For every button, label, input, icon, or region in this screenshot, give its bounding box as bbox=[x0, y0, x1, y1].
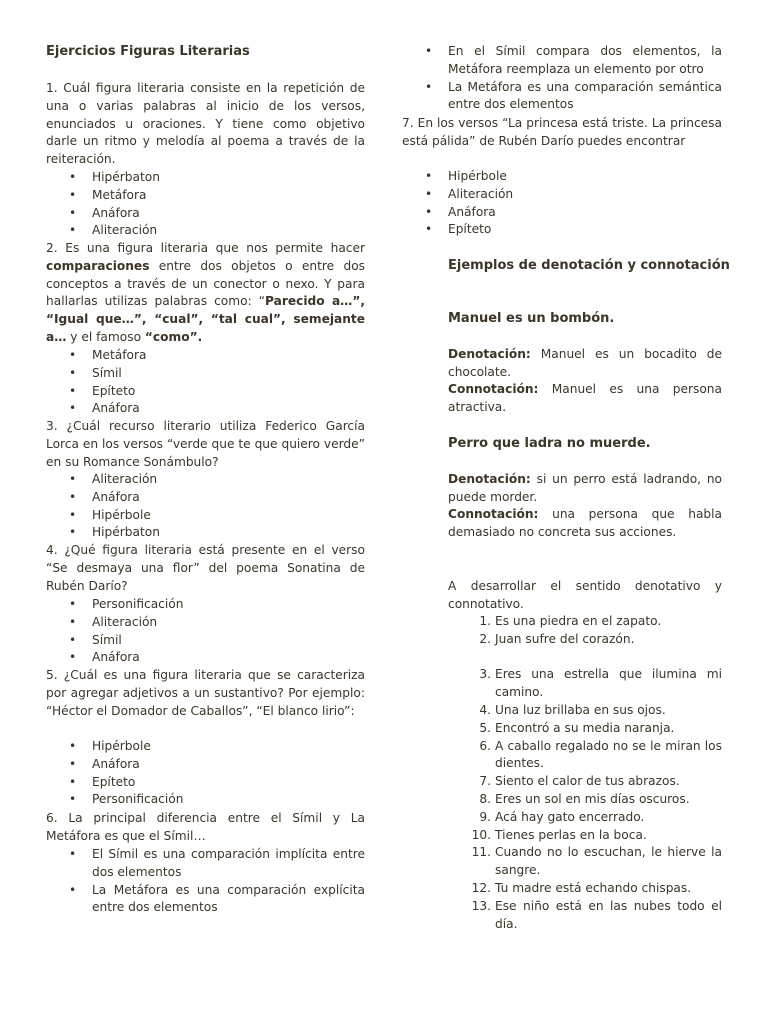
question-5-text: 5. ¿Cuál es una figura literaria que se caracteriza por agregar adjetivos a un sustantivo? Por ejemplo: “Héctor el Domador de Caballos”, “El blanco lirio”: bbox=[46, 668, 365, 718]
question-4-text: 4. ¿Qué figura literaria está presente en el verso “Se desmaya una flor” del poema Sonatina de Rubén Darío? bbox=[46, 543, 365, 593]
question-6-more-options bbox=[448, 43, 722, 114]
denotation-label: Denotación: bbox=[448, 347, 531, 361]
denotation-text: Manuel es un bocadito de chocolate. bbox=[448, 347, 722, 379]
example-2-connotation bbox=[448, 506, 722, 542]
example-2-title: Perro que ladra no muerde. bbox=[448, 436, 651, 451]
q2-part1: 2. Es una figura literaria que nos permite hacer bbox=[46, 241, 365, 255]
option: • El Símil es una comparación implícita entre dos elementos bbox=[92, 846, 365, 882]
option: • Anáfora bbox=[92, 205, 160, 223]
option: • Epíteto bbox=[92, 774, 183, 792]
develop-intro: A desarrollar el sentido denotativo y connotativo. bbox=[448, 579, 722, 611]
list-item: 6. A caballo regalado no se le miran los dientes. bbox=[479, 738, 722, 771]
option: • Aliteración bbox=[92, 222, 160, 240]
option: • Hipérbole bbox=[92, 738, 183, 756]
list-item: 4. Una luz brillaba en sus ojos. bbox=[479, 702, 666, 717]
connotation-label: Connotación: bbox=[448, 507, 539, 521]
option: • Anáfora bbox=[92, 756, 183, 774]
q2-part3: y el famoso bbox=[70, 329, 142, 344]
question-1-options bbox=[92, 169, 160, 240]
list-item: 8. Eres un sol en mis días oscuros. bbox=[479, 791, 690, 806]
list-item: 2. Juan sufre del corazón. bbox=[479, 631, 635, 646]
question-3-options bbox=[92, 471, 160, 542]
page-title: Ejercicios Figuras Literarias bbox=[46, 44, 250, 59]
option: • En el Símil compara dos elementos, la Metáfora reemplaza un elemento por otro bbox=[448, 43, 722, 79]
option: • Anáfora bbox=[92, 489, 160, 507]
example-1-denotation bbox=[448, 346, 722, 382]
option: • Personificación bbox=[92, 791, 183, 809]
option: • Anáfora bbox=[92, 649, 183, 667]
option: • Símil bbox=[92, 365, 147, 383]
denotation-text: si un perro está ladrando, no puede morder. bbox=[448, 472, 723, 504]
option: • Hipérbole bbox=[448, 168, 513, 186]
question-2-options bbox=[92, 347, 147, 418]
list-item: 5. Encontró a su media naranja. bbox=[479, 720, 675, 735]
question-6-text: 6. La principal diferencia entre el Símil y La Metáfora es que el Símil… bbox=[46, 811, 365, 843]
connotation-text: Manuel es una persona atractiva. bbox=[448, 382, 722, 414]
option: • Hipérbaton bbox=[92, 169, 160, 187]
q2-bold-comparaciones: comparaciones bbox=[46, 258, 150, 273]
option: • Metáfora bbox=[92, 347, 147, 365]
option: • Epíteto bbox=[92, 383, 147, 401]
denotation-label: Denotación: bbox=[448, 472, 531, 486]
option: • Metáfora bbox=[92, 187, 160, 205]
option: • Aliteración bbox=[92, 471, 160, 489]
list-item: 3. Eres una estrella que ilumina mi camino. bbox=[479, 667, 722, 700]
question-5-options bbox=[92, 738, 183, 809]
example-1-title: Manuel es un bombón. bbox=[448, 311, 615, 326]
list-item: 10. Tienes perlas en la boca. bbox=[471, 827, 647, 842]
list-item: 13. Ese niño está en las nubes todo el día. bbox=[471, 898, 722, 931]
question-3-text: 3. ¿Cuál recurso literario utiliza Federico García Lorca en los versos “verde que te que quiero verde” en su Romance Sonámbulo? bbox=[46, 419, 365, 469]
list-item: 12. Tu madre está echando chispas. bbox=[471, 880, 692, 895]
option: • Aliteración bbox=[92, 614, 183, 632]
connotation-label: Connotación: bbox=[448, 382, 539, 396]
option: • La Metáfora es una comparación explícita entre dos elementos bbox=[92, 882, 365, 918]
option: • Hipérbole bbox=[92, 507, 160, 525]
option: • Epíteto bbox=[448, 221, 513, 239]
question-7-options bbox=[448, 168, 513, 239]
option: • La Metáfora es una comparación semántica entre dos elementos bbox=[448, 79, 722, 115]
question-4-options bbox=[92, 596, 183, 667]
question-2-text bbox=[46, 240, 365, 347]
example-2-denotation bbox=[448, 471, 722, 507]
examples-heading: Ejemplos de denotación y connotación bbox=[448, 258, 730, 273]
q2-part2: entre dos objetos o entre dos conceptos a través de un conector o nexo. Y para hallarlas utilizas palabras como: “ bbox=[46, 258, 365, 309]
list-item: 9. Acá hay gato encerrado. bbox=[479, 809, 645, 824]
option: • Anáfora bbox=[92, 400, 147, 418]
option: • Personificación bbox=[92, 596, 183, 614]
list-item: 1. Es una piedra en el zapato. bbox=[479, 614, 662, 628]
develop-list bbox=[471, 613, 722, 933]
question-6-options bbox=[92, 846, 365, 917]
option: • Aliteración bbox=[448, 186, 513, 204]
question-1-text: 1. Cuál figura literaria consiste en la repetición de una o varias palabras al inicio de los versos, enunciados u oraciones. Y tiene como objetivo darle un ritmo y melodía al poema a través de la reiteración. bbox=[46, 81, 365, 167]
option: • Símil bbox=[92, 632, 183, 650]
q2-bold-connectors: Parecido a…”, “Igual que…”, “cual”, “tal cual”, semejante a… bbox=[46, 294, 365, 344]
question-7-text: 7. En los versos “La princesa está triste. La princesa está pálida” de Rubén Darío puedes encontrar bbox=[402, 116, 722, 148]
q2-bold-como: “como”. bbox=[144, 329, 203, 344]
connotation-text: una persona que habla demasiado no concreta sus acciones. bbox=[448, 507, 722, 539]
example-1-connotation bbox=[448, 381, 722, 417]
list-item: 11. Cuando no lo escuchan, le hierve la sangre. bbox=[471, 845, 722, 878]
option: • Hipérbaton bbox=[92, 524, 160, 542]
option: • Anáfora bbox=[448, 204, 513, 222]
list-item: 7. Siento el calor de tus abrazos. bbox=[479, 774, 680, 789]
